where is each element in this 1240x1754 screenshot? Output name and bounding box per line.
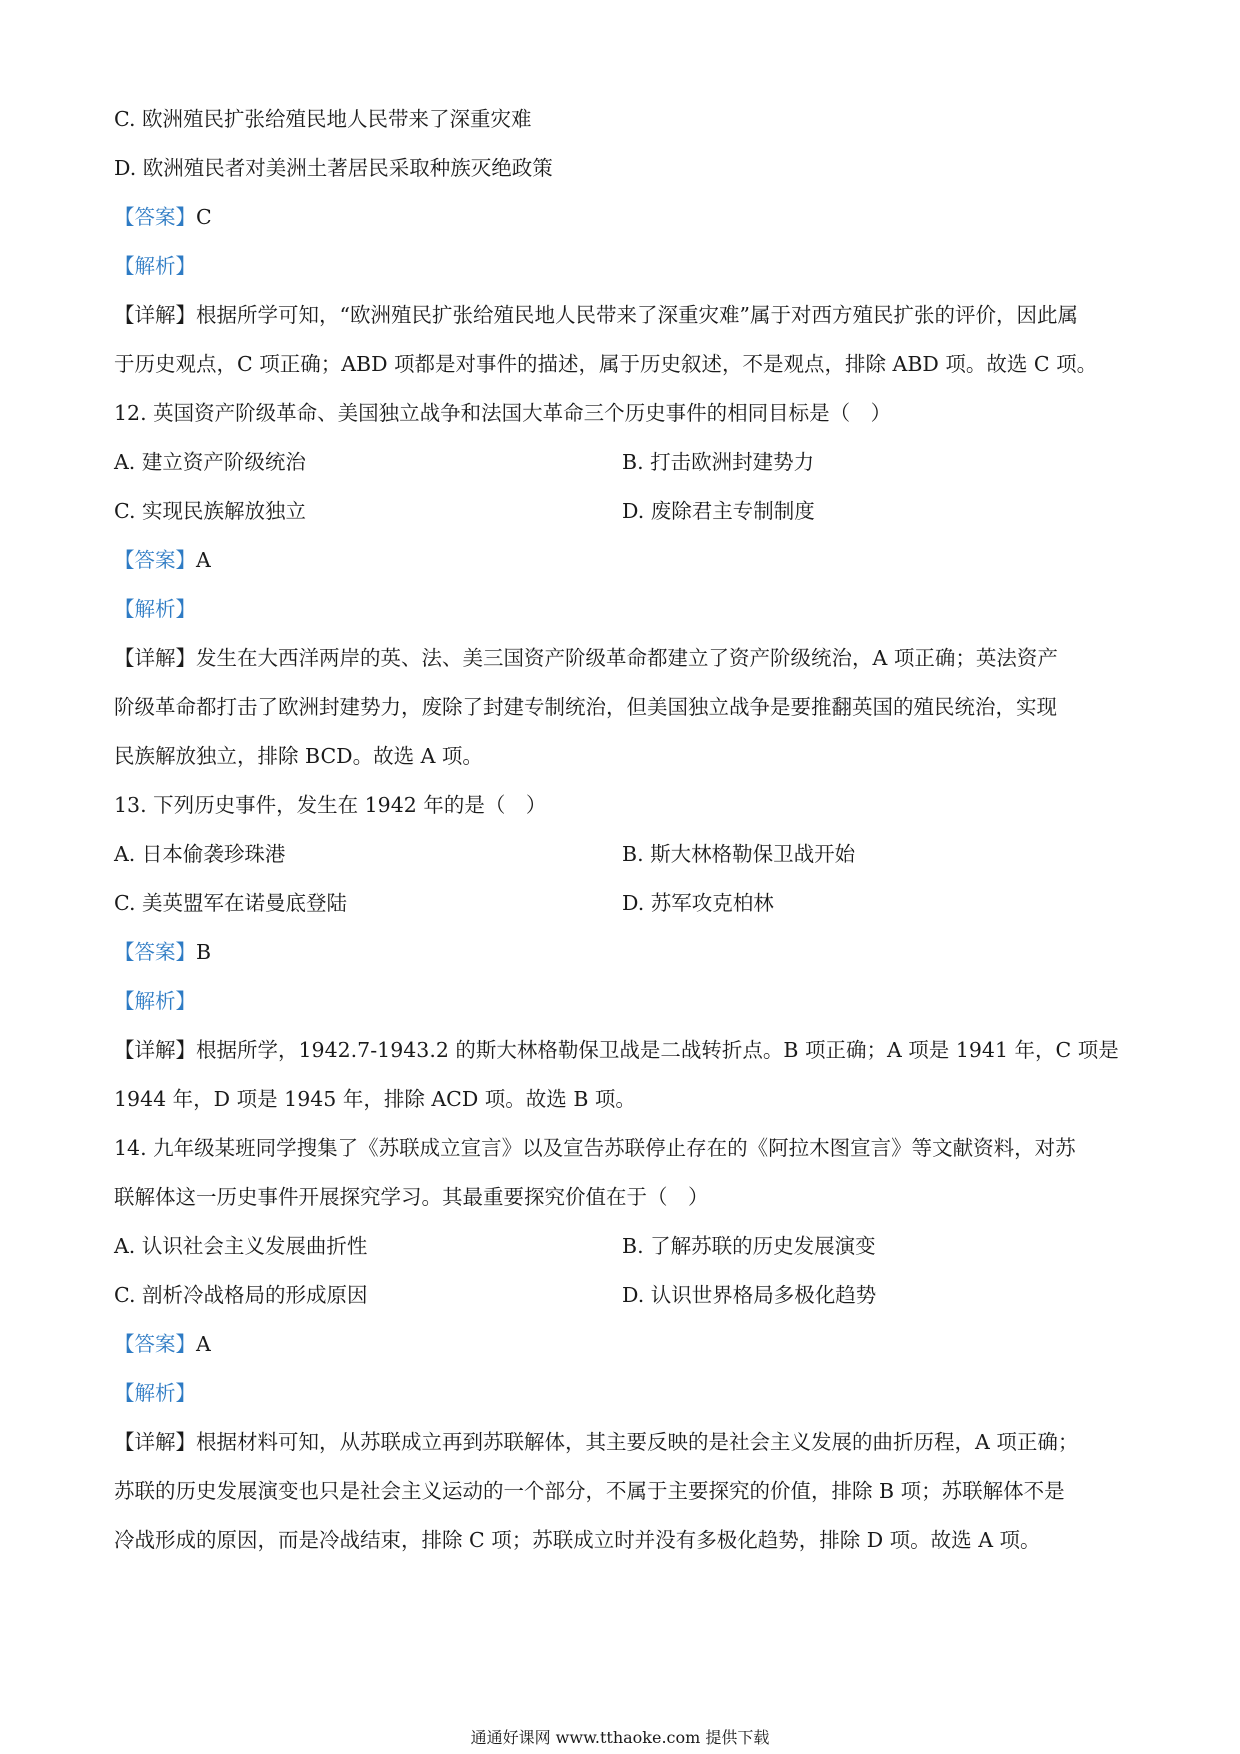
q11-answer (114, 204, 212, 230)
q11-detail-line2: 于历史观点，C 项正确；ABD 项都是对事件的描述，属于历史叙述，不是观点，排除 ABD 项。故选 C 项。 (114, 352, 1098, 376)
q12-option-a: A. 建立资产阶级统治 (114, 450, 306, 474)
page-footer: 通通好课网 www.tthaoke.com 提供下载 (470, 1728, 770, 1747)
q12-detail-line3: 民族解放独立，排除 BCD。故选 A 项。 (114, 744, 483, 768)
q14-option-a: A. 认识社会主义发展曲折性 (114, 1234, 368, 1258)
detail-label: 【详解】 (114, 303, 196, 327)
q14-analysis-label: 【解析】 (114, 1381, 196, 1405)
q14-stem-line1: 14. 九年级某班同学搜集了《苏联成立宣言》以及宣告苏联停止存在的《阿拉木图宣言》等文献资料，对苏 (114, 1136, 1076, 1160)
q12-option-d: D. 废除君主专制制度 (622, 499, 815, 523)
q14-option-b: B. 了解苏联的历史发展演变 (622, 1234, 876, 1258)
q12-analysis-label: 【解析】 (114, 597, 196, 621)
q14-option-c: C. 剖析冷战格局的形成原因 (114, 1283, 368, 1307)
q14-option-d: D. 认识世界格局多极化趋势 (622, 1283, 877, 1307)
q13-option-a: A. 日本偷袭珍珠港 (114, 842, 286, 866)
q11-detail-line1: 【详解】根据所学可知，“欧洲殖民扩张给殖民地人民带来了深重灾难”属于对西方殖民扩张的评价，因此属 (114, 303, 1078, 327)
answer-value: A (196, 1332, 211, 1356)
q12-answer (114, 547, 211, 573)
q12-option-b: B. 打击欧洲封建势力 (622, 450, 815, 474)
q13-analysis-label: 【解析】 (114, 989, 196, 1013)
q14-stem-line2: 联解体这一历史事件开展探究学习。其最重要探究价值在于（ ） (114, 1185, 709, 1209)
q11-option-d: D. 欧洲殖民者对美洲土著居民采取种族灭绝政策 (114, 156, 553, 180)
q12-option-c: C. 实现民族解放独立 (114, 499, 306, 523)
q13-stem: 13. 下列历史事件，发生在 1942 年的是（ ） (114, 793, 547, 817)
q13-option-c: C. 美英盟军在诺曼底登陆 (114, 891, 347, 915)
detail-label: 【详解】 (114, 1430, 196, 1454)
answer-label: 【答案】 (114, 1332, 196, 1356)
answer-value: B (196, 940, 212, 964)
q13-option-b: B. 斯大林格勒保卫战开始 (622, 842, 856, 866)
answer-label: 【答案】 (114, 548, 196, 572)
q14-detail-line3: 冷战形成的原因，而是冷战结束，排除 C 项；苏联成立时并没有多极化趋势，排除 D 项。故选 A 项。 (114, 1528, 1041, 1552)
q13-detail-line1: 【详解】根据所学，1942.7-1943.2 的斯大林格勒保卫战是二战转折点。B 项正确；A 项是 1941 年，C 项是 (114, 1038, 1119, 1062)
q14-detail-line2: 苏联的历史发展演变也只是社会主义运动的一个部分，不属于主要探究的价值，排除 B 项；苏联解体不是 (114, 1479, 1065, 1503)
answer-label: 【答案】 (114, 205, 196, 229)
answer-value: A (196, 548, 211, 572)
q12-detail-line2: 阶级革命都打击了欧洲封建势力，废除了封建专制统治，但美国独立战争是要推翻英国的殖民统治，实现 (114, 695, 1057, 719)
q13-answer (114, 939, 211, 965)
answer-label: 【答案】 (114, 940, 196, 964)
q13-detail-line2: 1944 年，D 项是 1945 年，排除 ACD 项。故选 B 项。 (114, 1087, 636, 1111)
q11-analysis-label: 【解析】 (114, 254, 196, 278)
q13-option-d: D. 苏军攻克柏林 (622, 891, 774, 915)
detail-label: 【详解】 (114, 1038, 196, 1062)
q12-stem: 12. 英国资产阶级革命、美国独立战争和法国大革命三个历史事件的相同目标是（ ） (114, 401, 892, 425)
q14-detail-line1: 【详解】根据材料可知，从苏联成立再到苏联解体，其主要反映的是社会主义发展的曲折历程，A 项正确； (114, 1430, 1079, 1454)
answer-value: C (196, 205, 212, 229)
q12-detail-line1: 【详解】发生在大西洋两岸的英、法、美三国资产阶级革命都建立了资产阶级统治，A 项正确；英法资产 (114, 646, 1058, 670)
detail-label: 【详解】 (114, 646, 196, 670)
q14-answer (114, 1331, 211, 1357)
q11-option-c: C. 欧洲殖民扩张给殖民地人民带来了深重灾难 (114, 107, 532, 131)
